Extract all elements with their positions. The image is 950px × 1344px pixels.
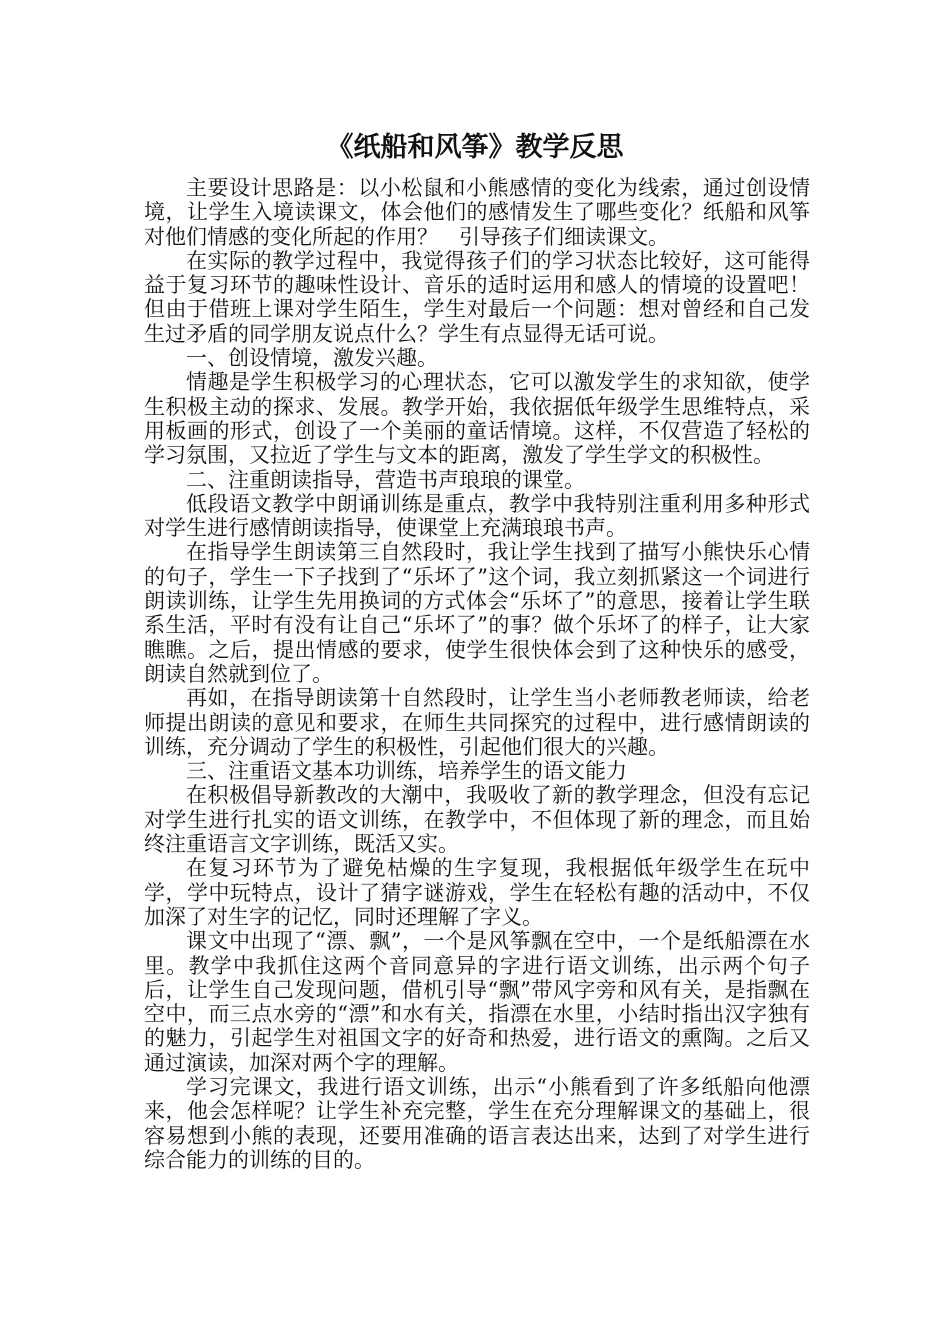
paragraph-third-section: 在指导学生朗读第三自然段时，我让学生找到了描写小熊快乐心情的句子，学生一下子找到了“乐坏了”这个词，我立刻抓紧这一个词进行朗读训练，让学生先用换词的方式体会“乐坏了”的意思，接着让学生联系生活，平时有没有让自己“乐坏了”的事？做个乐坏了的样子，让大家瞧瞧。之后，提出情感的要求，使学生很快体会到了这种快乐的感受，朗读自然就到位了。 [144,540,810,686]
paragraph-design-idea: 主要设计思路是：以小松鼠和小熊感情的变化为线索，通过创设情境，让学生入境读课文，体会他们的感情发生了哪些变化？纸船和风筝对他们情感的变化所起的作用？ 引导孩子们细读课文。 [144,176,810,249]
paragraph-interest: 情趣是学生积极学习的心理状态，它可以激发学生的求知欲，使学生积极主动的探求、发展。教学开始，我依据低年级学生思维特点，采用板画的形式，创设了一个美丽的童话情境。这样，不仅营造了轻松的学习氛围，又拉近了学生与文本的距离，激发了学生学文的积极性。 [144,370,810,468]
document-body [144,176,810,1172]
section-heading-3: 三、注重语文基本功训练，培养学生的语文能力 [186,759,627,784]
paragraph-reading-training: 低段语文教学中朗诵训练是重点，教学中我特别注重利用多种形式对学生进行感情朗读指导，使课堂上充满琅琅书声。 [144,491,810,541]
paragraph-new-ideas: 在积极倡导新教改的大潮中，我吸收了新的教学理念，但没有忘记对学生进行扎实的语文训练，在教学中，不但体现了新的理念，而且始终注重语言文字训练，既活又实。 [144,783,810,857]
section-heading-2: 二、注重朗读指导，营造书声琅琅的课堂。 [186,467,585,492]
paragraph-language-practice: 学习完课文，我进行语文训练，出示“小熊看到了许多纸船向他漂来，他会怎样呢？让学生补充完整，学生在充分理解课文的基础上，很容易想到小熊的表现，还要用准确的语言表达出来，达到了对学生进行综合能力的训练的目的。 [144,1074,810,1172]
paragraph-tenth-section: 再如，在指导朗读第十自然段时，让学生当小老师教老师读，给老师提出朗读的意见和要求，在师生共同探究的过程中，进行感情朗读的训练，充分调动了学生的积极性，引起他们很大的兴趣。 [144,686,810,759]
paragraph-review-game: 在复习环节为了避免枯燥的生字复现，我根据低年级学生在玩中学，学中玩特点，设计了猜字谜游戏，学生在轻松有趣的活动中，不仅加深了对生字的记忆，同时还理解了字义。 [144,856,810,929]
paragraph-homophones: 课文中出现了“漂、飘”，一个是风筝飘在空中，一个是纸船漂在水里。教学中我抓住这两个音同意异的字进行语文训练，出示两个句子后，让学生自己发现问题，借机引导“飘”带风字旁和风有关，是指飘在空中，而三点水旁的“漂”和水有关，指漂在水里，小结时指出汉字独有的魅力，引起学生对祖国文字的好奇和热爱，进行语文的熏陶。之后又通过演读，加深对两个字的理解。 [144,929,810,1075]
section-heading-1: 一、创设情境，激发兴趣。 [186,346,438,371]
document-title: 《纸船和风筝》教学反思 [326,132,624,163]
paragraph-teaching-process: 在实际的教学过程中，我觉得孩子们的学习状态比较好，这可能得益于复习环节的趣味性设计、音乐的适时运用和感人的情境的设置吧！但由于借班上课对学生陌生，学生对最后一个问题：想对曾经和自己发生过矛盾的同学朋友说点什么？学生有点显得无话可说。 [144,248,810,346]
